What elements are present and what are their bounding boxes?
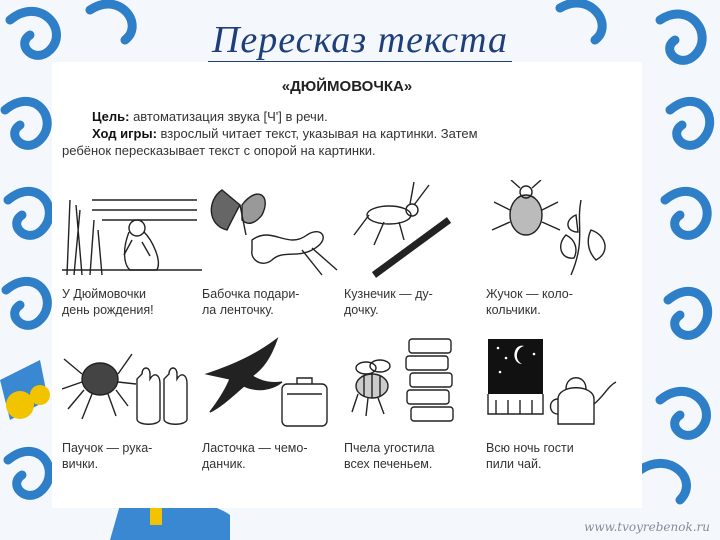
picture-caption-6: Ласточка — чемо- данчик. <box>202 441 308 471</box>
picture-cell-8 <box>486 334 626 472</box>
watermark: www.tvoyrebenok.ru <box>584 520 710 534</box>
night-teapot-icon <box>486 334 626 434</box>
thumbelina-icon <box>62 180 202 280</box>
picture-cell-5 <box>62 334 202 472</box>
process-line-2: ребёнок пересказывает текст с опорой на картинки. <box>62 143 376 158</box>
document-heading: «ДЮЙМОВОЧКА» <box>281 78 413 95</box>
picture-caption-2: Бабочка подари- ла ленточку. <box>202 287 300 317</box>
process-text: взрослый читает текст, указывая на картинки. Затем <box>156 126 478 141</box>
bee-cookies-icon <box>344 334 484 434</box>
picture-caption-3: Кузнечик — ду- дочку. <box>344 287 433 317</box>
butterfly-ribbon-icon <box>202 180 342 280</box>
slide-title: Пересказ текста <box>0 18 720 62</box>
beetle-bells-icon <box>486 180 626 280</box>
goal-label: Цель: <box>92 109 130 124</box>
picture-cell-1 <box>62 180 202 318</box>
process-label: Ход игры: <box>92 126 157 141</box>
picture-cell-4 <box>486 180 626 318</box>
goal-text: автоматизация звука [Ч'] в речи. <box>129 109 328 124</box>
picture-cell-6 <box>202 334 342 472</box>
picture-cell-7 <box>344 334 484 472</box>
picture-caption-7: Пчела угостила всех печеньем. <box>344 441 435 471</box>
spider-mittens-icon <box>62 334 202 434</box>
goal-line <box>92 108 632 125</box>
picture-caption-5: Паучок — рука- вички. <box>62 441 153 471</box>
picture-cell-3 <box>344 180 484 318</box>
picture-caption-8: Всю ночь гости пили чай. <box>486 441 574 471</box>
swallow-suitcase-icon <box>202 334 342 434</box>
picture-cell-2 <box>202 180 342 318</box>
picture-caption-4: Жучок — коло- кольчики. <box>486 287 573 317</box>
process-line <box>92 125 632 142</box>
document-card <box>52 62 642 508</box>
grasshopper-pipe-icon <box>344 180 484 280</box>
picture-caption-1: У Дюймовочки день рождения! <box>62 287 154 317</box>
